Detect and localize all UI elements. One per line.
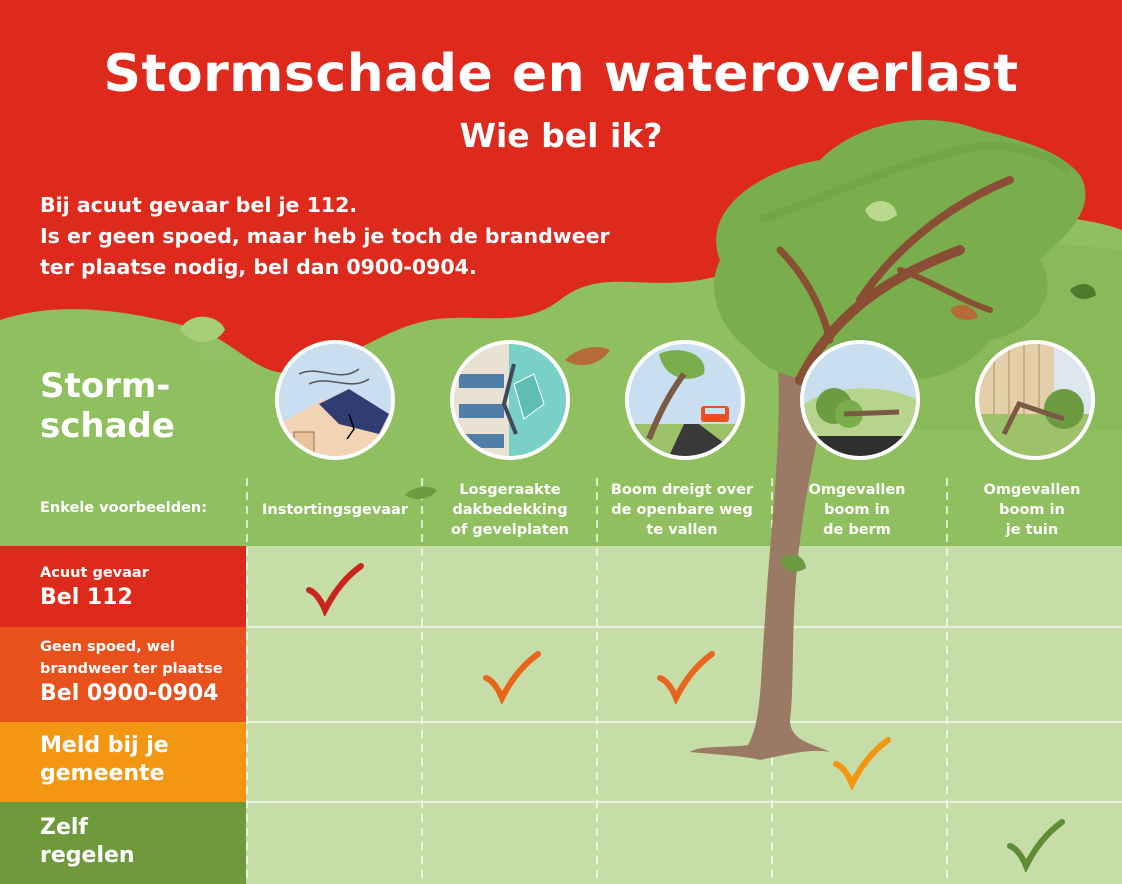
check-icon-facade (482, 650, 542, 704)
column-label-collapse: Instortingsgevaar (261, 502, 408, 518)
intro-text (40, 190, 610, 283)
section-title: Storm- schade (40, 366, 175, 446)
row-label-self: Zelf regelen (40, 815, 135, 868)
check-icon-road (656, 650, 716, 704)
intro-line-2: Is er geen spoed, maar heb je toch de brandweer (40, 224, 610, 248)
row-label-municipality: Meld bij je gemeente (40, 733, 169, 786)
check-icon-verge (832, 736, 892, 790)
column-label-garden: Omgevallen boom in je tuin (983, 482, 1081, 538)
check-icon-garden (1006, 818, 1066, 872)
row-label-no-urgency: Geen spoed, wel brandweer ter plaatse Bel 0900-0904 (40, 639, 223, 706)
check-icon-acute-collapse (305, 562, 365, 616)
loose-facade-icon (450, 340, 570, 460)
column-label-facade: Losgeraakte dakbedekking of gevelplaten (450, 482, 569, 538)
page-title: Stormschade en wateroverlast (103, 44, 1019, 104)
column-label-verge: Omgevallen boom in de berm (808, 482, 906, 538)
non-urgent-number: 0900-0904 (346, 255, 469, 279)
fallen-tree-garden-icon (975, 340, 1095, 460)
emergency-number: 112 (306, 193, 350, 217)
intro-line-3: ter plaatse nodig, bel dan 0900-0904. (40, 255, 477, 279)
row-label-acute: Acuut gevaar Bel 112 (40, 565, 149, 610)
intro-line-1: Bij acuut gevaar bel je 112. (40, 193, 358, 217)
fallen-tree-verge-icon (800, 340, 920, 460)
page-subtitle: Wie bel ik? (459, 116, 663, 155)
collapsing-house-icon (275, 340, 395, 460)
tree-over-road-icon (625, 340, 745, 460)
column-label-road: Boom dreigt over de openbare weg te vallen (610, 482, 754, 538)
examples-label: Enkele voorbeelden: (40, 500, 208, 516)
